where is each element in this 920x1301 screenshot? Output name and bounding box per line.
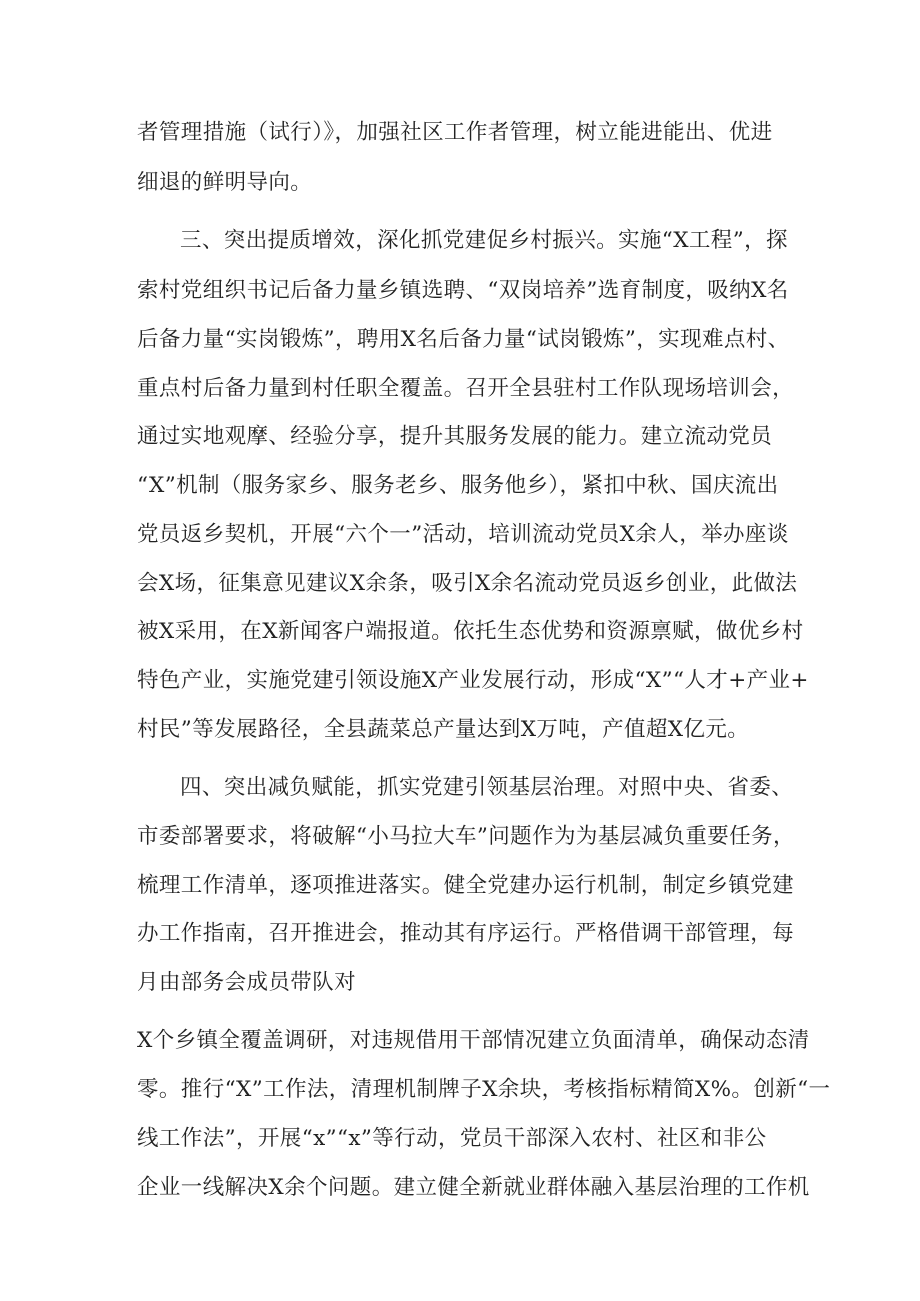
text-line: X个乡镇全覆盖调研，对违规借用干部情况建立负面清单，确保动态清 — [137, 1028, 810, 1053]
text-line: 重点村后备力量到村任职全覆盖。召开全县驻村工作队现场培训会， — [137, 376, 795, 401]
text-line: 月由部务会成员带队对 — [137, 970, 357, 995]
text-line: 市委部署要求，将破解“小马拉大车”问题作为为基层减负重要任务， — [137, 824, 795, 849]
paragraph-heading-four: 四、突出减负赋能，抓实党建引领基层治理。对照中央、省委、 — [180, 775, 794, 800]
text-line: 被X采用，在X新闻客户端报道。依托生态优势和资源禀赋，做优乡村 — [137, 619, 804, 644]
text-line: “X”机制（服务家乡、服务老乡、服务他乡），紧扣中秋、国庆流出 — [137, 473, 779, 498]
text-line: 者管理措施（试行）》，加强社区工作者管理，树立能进能出、优进 — [137, 120, 773, 145]
text-line: 党员返乡契机，开展“六个一”活动，培训流动党员X余人，举办座谈 — [137, 522, 789, 547]
text-line: 线工作法”，开展“x”“x”等行动，党员干部深入农村、社区和非公 — [137, 1126, 767, 1151]
text-line: 细退的鲜明导向。 — [137, 170, 313, 195]
text-line: 办工作指南，召开推进会，推动其有序运行。严格借调干部管理，每 — [137, 921, 795, 946]
text-line: 后备力量“实岗锻炼”，聘用X名后备力量“试岗锻炼”，实现难点村、 — [137, 327, 790, 352]
text-line: 会X场，征集意见建议X余条，吸引X余名流动党员返乡创业，此做法 — [137, 571, 798, 596]
text-line: 村民”等发展路径，全县蔬菜总产量达到X万吨，产值超X亿元。 — [137, 717, 750, 742]
text-line: 特色产业，实施党建引领设施X产业发展行动，形成“X”“人才+产业+ — [137, 668, 809, 693]
text-line: 索村党组织书记后备力量乡镇选聘、“双岗培养”选育制度，吸纳X名 — [137, 278, 789, 303]
text-line: 通过实地观摩、经验分享，提升其服务发展的能力。建立流动党员 — [137, 424, 773, 449]
paragraph-heading-three: 三、突出提质增效，深化抓党建促乡村振兴。实施“X工程”，探 — [180, 228, 788, 253]
text-line: 企业一线解决X余个问题。建立健全新就业群体融入基层治理的工作机 — [137, 1175, 810, 1200]
text-line: 梳理工作清单，逐项推进落实。健全党建办运行机制，制定乡镇党建 — [137, 873, 795, 898]
text-line: 零。推行“X”工作法，清理机制牌子X余块，考核指标精简X%。创新“一 — [137, 1077, 831, 1102]
